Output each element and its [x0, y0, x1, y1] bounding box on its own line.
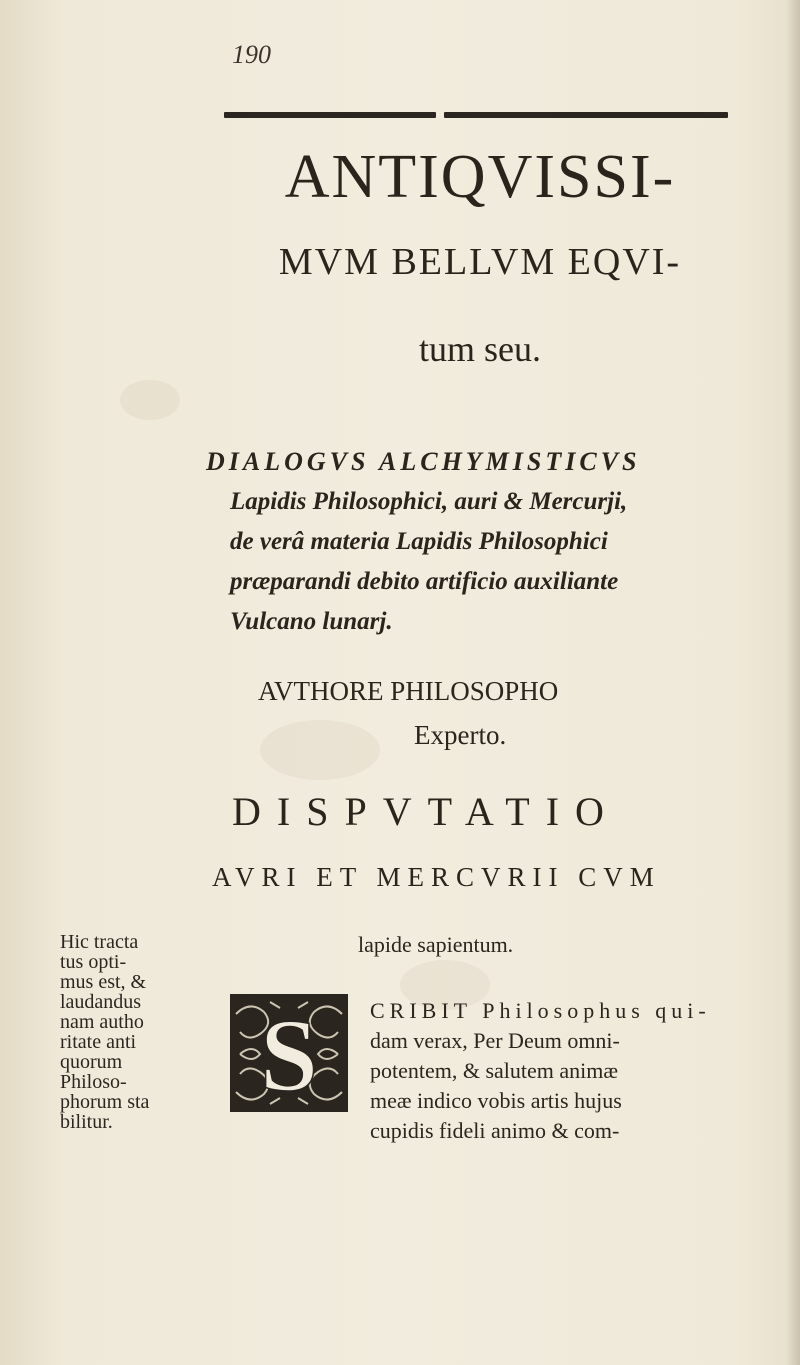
decorated-initial [230, 994, 348, 1112]
subtitle-line: Lapidis Philosophici, auri & Mercurji, [230, 488, 628, 515]
margin-note-line: ritate anti [60, 1031, 137, 1053]
body-line: cupidis fideli animo & com- [370, 1118, 620, 1143]
subtitle-line: Vulcano lunarj. [230, 608, 393, 635]
author-line-1: AVTHORE PHILOSOPHO [258, 676, 559, 706]
margin-note-line: quorum [60, 1051, 123, 1073]
author-line-2: Experto. [414, 720, 507, 750]
body-paragraph [370, 996, 750, 1146]
page-number: 190 [232, 40, 271, 69]
subtitle-block [206, 442, 766, 642]
dropcap-letter: S [260, 998, 318, 1112]
disputatio-subheading: AVRI ET MERCVRII CVM [212, 862, 661, 892]
subtitle-line: de verâ materia Lapidis Philosophici [230, 528, 608, 555]
margin-note-line: laudandus [60, 991, 142, 1013]
subtitle-line: DIALOGVS ALCHYMISTICVS [206, 447, 641, 476]
margin-note-line: phorum sta [60, 1091, 150, 1113]
margin-note-line: nam autho [60, 1011, 144, 1033]
margin-note-line: Hic tracta [60, 931, 139, 953]
title-line-1: ANTIQVISSI- [284, 143, 676, 211]
disputatio-continuation: lapide sapientum. [358, 932, 514, 957]
margin-note-line: mus est, & [60, 971, 147, 993]
margin-note [60, 932, 210, 1132]
title-line-2: MVM BELLVM EQVI- [278, 241, 682, 283]
body-line: CRIBIT Philosophus qui- [370, 998, 711, 1023]
disputatio-heading: DISPVTATIO [232, 789, 620, 834]
paper-stain [260, 720, 380, 780]
title-line-3: tum seu. [419, 329, 541, 369]
body-line: meæ indico vobis artis hujus [370, 1088, 622, 1113]
header-rule-left [224, 112, 436, 118]
body-line: potentem, & salutem animæ [370, 1058, 619, 1083]
margin-note-line: tus opti- [60, 951, 127, 973]
header-rule-right [444, 112, 728, 118]
margin-note-line: Philoso- [60, 1071, 127, 1093]
paper-stain [120, 380, 180, 420]
margin-note-line: bilitur. [60, 1111, 113, 1133]
ornament-icon [230, 994, 348, 1112]
body-line: dam verax, Per Deum omni- [370, 1028, 620, 1053]
subtitle-line: præparandi debito artificio auxiliante [230, 568, 619, 595]
